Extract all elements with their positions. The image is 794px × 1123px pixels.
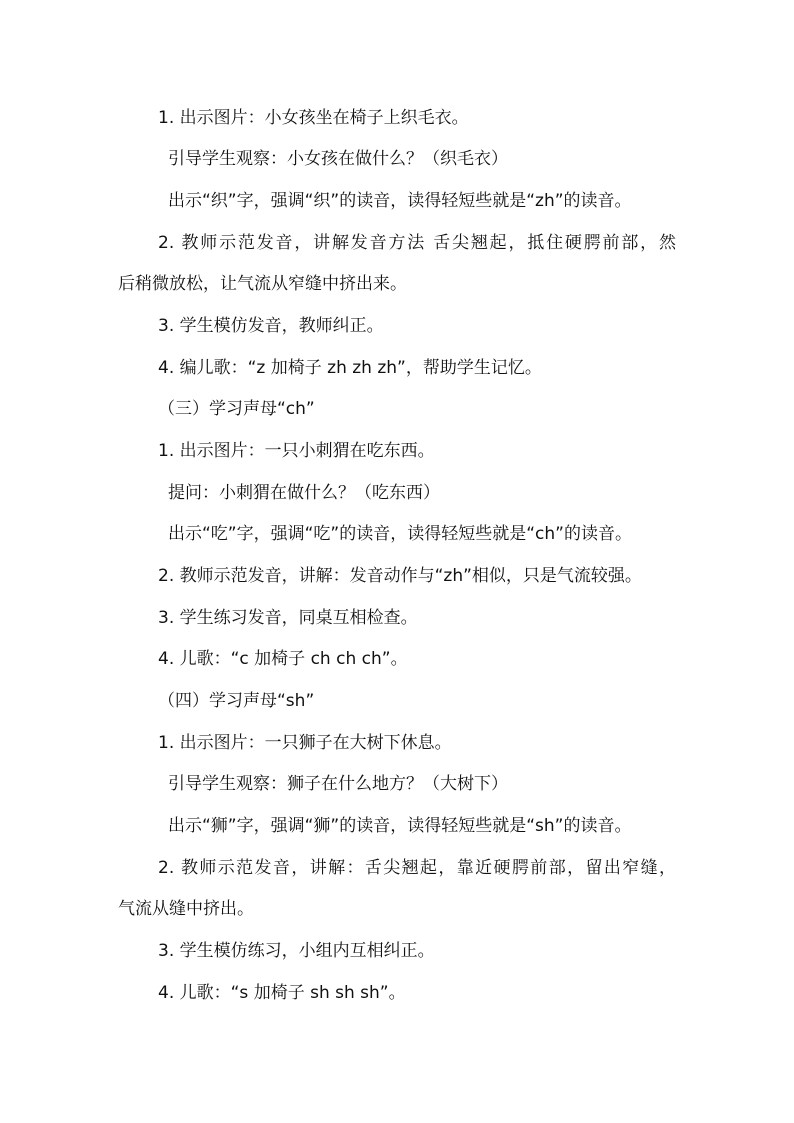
paragraph-line-16: 1. 出示图片：一只狮子在大树下休息。 (158, 733, 452, 753)
section-heading-sh: （四）学习声母“sh” (158, 691, 315, 711)
paragraph-line-2: 引导学生观察：小女孩在做什么？（织毛衣） (168, 149, 508, 169)
paragraph-line-19: 2. 教师示范发音，讲解：舌尖翘起，靠近硬腭前部，留出窄缝， (158, 858, 676, 878)
paragraph-line-12: 2. 教师示范发音，讲解：发音动作与“zh”相似，只是气流较强。 (158, 566, 642, 586)
paragraph-line-22: 4. 儿歌：“s 加椅子 sh sh sh”。 (158, 983, 406, 1003)
paragraph-line-21: 3. 学生模仿练习，小组内互相纠正。 (158, 941, 435, 961)
paragraph-line-20: 气流从缝中挤出。 (118, 899, 254, 919)
paragraph-line-3: 出示“织”字，强调“织”的读音，读得轻短些就是“zh”的读音。 (168, 191, 632, 211)
paragraph-line-18: 出示“狮”字，强调“狮”的读音，读得轻短些就是“sh”的读音。 (168, 816, 632, 836)
paragraph-line-17: 引导学生观察：狮子在什么地方？（大树下） (168, 774, 508, 794)
paragraph-line-9: 1. 出示图片：一只小刺猬在吃东西。 (158, 441, 435, 461)
section-heading-ch: （三）学习声母“ch” (158, 399, 315, 419)
paragraph-line-14: 4. 儿歌：“c 加椅子 ch ch ch”。 (158, 649, 408, 669)
paragraph-line-11: 出示“吃”字，强调“吃”的读音，读得轻短些就是“ch”的读音。 (168, 524, 632, 544)
paragraph-line-7: 4. 编儿歌：“z 加椅子 zh zh zh”，帮助学生记忆。 (158, 358, 542, 378)
paragraph-line-13: 3. 学生练习发音，同桌互相检查。 (158, 608, 418, 628)
paragraph-line-5: 后稍微放松，让气流从窄缝中挤出来。 (118, 274, 407, 294)
paragraph-line-6: 3. 学生模仿发音，教师纠正。 (158, 316, 384, 336)
paragraph-line-10: 提问：小刺猬在做什么？（吃东西） (168, 483, 440, 503)
paragraph-line-1: 1. 出示图片：小女孩坐在椅子上织毛衣。 (158, 108, 469, 128)
paragraph-line-4: 2. 教师示范发音，讲解发音方法 舌尖翘起，抵住硬腭前部，然 (158, 233, 676, 253)
